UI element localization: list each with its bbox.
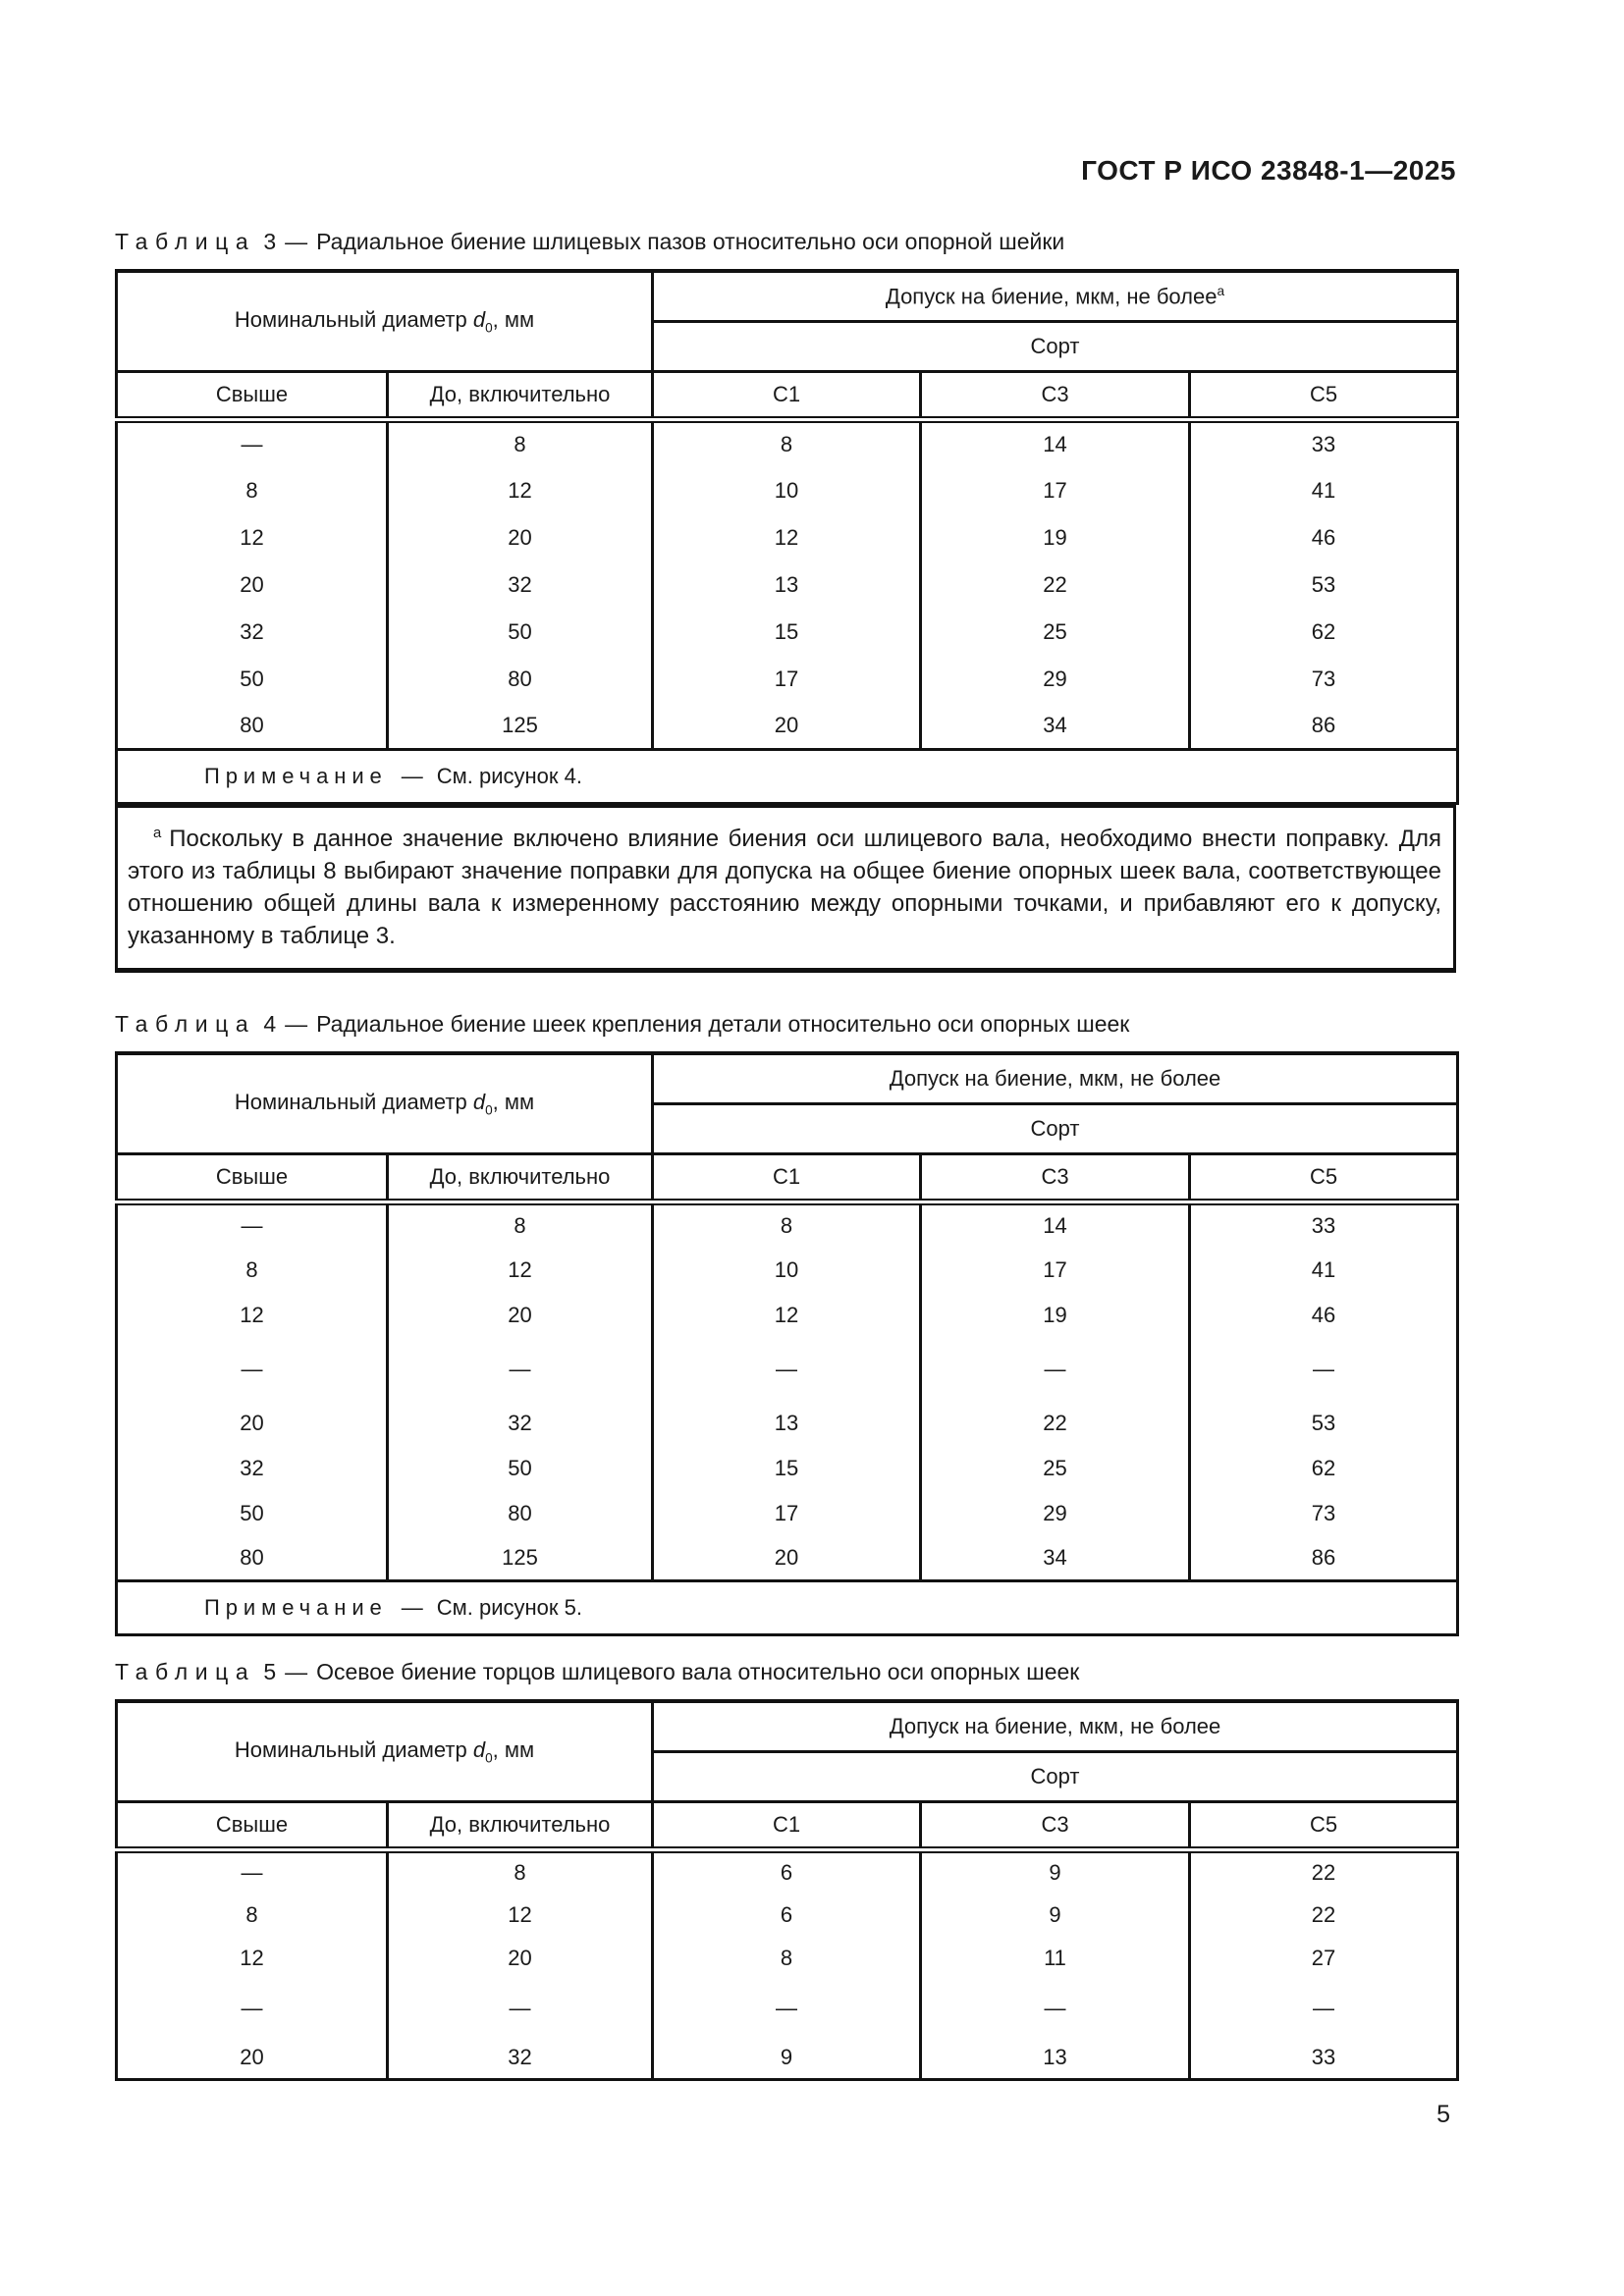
table-cell: 12 bbox=[117, 514, 388, 561]
table-cell: 22 bbox=[921, 1401, 1190, 1446]
note-dash: — bbox=[401, 764, 423, 788]
note-dash: — bbox=[401, 1595, 423, 1620]
table-cell: 46 bbox=[1190, 514, 1458, 561]
table-cell: 53 bbox=[1190, 561, 1458, 609]
table-cell: 62 bbox=[1190, 1446, 1458, 1491]
table-cell: 29 bbox=[921, 656, 1190, 703]
table-4-caption bbox=[115, 1010, 1456, 1038]
table-cell: 17 bbox=[653, 1491, 921, 1536]
table-row bbox=[117, 1202, 1458, 1248]
caption-word: Таблица bbox=[115, 1659, 256, 1684]
caption-title: Радиальное биение шлицевых пазов относительно оси опорной шейки bbox=[316, 229, 1065, 254]
table-cell: 12 bbox=[653, 1293, 921, 1338]
caption-number: 5 bbox=[263, 1659, 277, 1684]
table-cell: 20 bbox=[653, 703, 921, 750]
table-row bbox=[117, 1850, 1458, 1894]
table-cell: 17 bbox=[653, 656, 921, 703]
table-3-body bbox=[117, 420, 1458, 750]
table-cell: 20 bbox=[117, 2037, 388, 2080]
column-header: С1 bbox=[653, 1802, 921, 1850]
column-header: Свыше bbox=[117, 372, 388, 420]
page-number: 5 bbox=[1436, 2101, 1450, 2128]
table-cell: 12 bbox=[117, 1937, 388, 1980]
caption-dash: — bbox=[285, 1011, 308, 1037]
table-row bbox=[117, 467, 1458, 514]
table-cell: 8 bbox=[653, 1937, 921, 1980]
table-row bbox=[117, 561, 1458, 609]
d-subscript: 0 bbox=[485, 320, 493, 336]
caption-number: 3 bbox=[263, 229, 277, 254]
table-cell: 73 bbox=[1190, 1491, 1458, 1536]
d-symbol: d bbox=[472, 1090, 486, 1115]
d-subscript: 0 bbox=[485, 1750, 493, 1766]
table-cell: 53 bbox=[1190, 1401, 1458, 1446]
table-cell: 33 bbox=[1190, 1202, 1458, 1248]
table-cell: 9 bbox=[921, 1894, 1190, 1937]
column-header: С1 bbox=[653, 372, 921, 420]
column-header: До, включительно bbox=[388, 1154, 653, 1202]
table-row bbox=[117, 1401, 1458, 1446]
table-5-caption bbox=[115, 1658, 1456, 1685]
table-cell: 22 bbox=[1190, 1850, 1458, 1894]
table-cell: 6 bbox=[653, 1894, 921, 1937]
table-cell: — bbox=[653, 1980, 921, 2037]
table-cell: 17 bbox=[921, 467, 1190, 514]
table-cell: — bbox=[1190, 1338, 1458, 1401]
caption-word: Таблица bbox=[115, 1011, 256, 1037]
header-row-columns bbox=[117, 1802, 1458, 1850]
table-cell: 80 bbox=[117, 703, 388, 750]
table-cell: 33 bbox=[1190, 2037, 1458, 2080]
table-cell: 32 bbox=[117, 609, 388, 656]
table-row bbox=[117, 1980, 1458, 2037]
table-cell: — bbox=[921, 1338, 1190, 1401]
note-cell bbox=[117, 1581, 1458, 1635]
table-cell: 20 bbox=[388, 1293, 653, 1338]
column-header: До, включительно bbox=[388, 372, 653, 420]
table-cell: 10 bbox=[653, 467, 921, 514]
table-row bbox=[117, 609, 1458, 656]
table-cell: 12 bbox=[117, 1293, 388, 1338]
table-cell: 41 bbox=[1190, 467, 1458, 514]
note-label: Примечание bbox=[204, 1595, 388, 1620]
table-cell: 125 bbox=[388, 703, 653, 750]
header-row-columns bbox=[117, 372, 1458, 420]
table-cell: 32 bbox=[388, 561, 653, 609]
note-row bbox=[117, 750, 1458, 804]
table-cell: — bbox=[921, 1980, 1190, 2037]
table-cell: 12 bbox=[653, 514, 921, 561]
table-row bbox=[117, 1894, 1458, 1937]
table-cell: 20 bbox=[117, 561, 388, 609]
table-cell: 19 bbox=[921, 514, 1190, 561]
table-cell: 41 bbox=[1190, 1248, 1458, 1293]
table-cell: 50 bbox=[388, 609, 653, 656]
unit-suffix: , мм bbox=[492, 1737, 535, 1763]
header-sort: Сорт bbox=[653, 1104, 1458, 1154]
table-cell: 9 bbox=[653, 2037, 921, 2080]
table-cell: 8 bbox=[117, 1894, 388, 1937]
table-cell: 20 bbox=[388, 1937, 653, 1980]
table-cell: 14 bbox=[921, 420, 1190, 467]
table-5-header bbox=[117, 1701, 1458, 1850]
table-cell: 32 bbox=[388, 2037, 653, 2080]
table-cell: 80 bbox=[117, 1536, 388, 1581]
table-cell: 34 bbox=[921, 703, 1190, 750]
table-5 bbox=[115, 1699, 1459, 2081]
table-cell: 10 bbox=[653, 1248, 921, 1293]
column-header: С3 bbox=[921, 1802, 1190, 1850]
table-cell: 14 bbox=[921, 1202, 1190, 1248]
header-tolerance bbox=[653, 271, 1458, 322]
note-label: Примечание bbox=[204, 764, 388, 788]
table-cell: 27 bbox=[1190, 1937, 1458, 1980]
table-cell: 62 bbox=[1190, 609, 1458, 656]
table-cell: 32 bbox=[117, 1446, 388, 1491]
table-cell: — bbox=[388, 1338, 653, 1401]
table-cell: 20 bbox=[117, 1401, 388, 1446]
table-cell: 8 bbox=[117, 467, 388, 514]
footnote-marker: a bbox=[153, 826, 162, 841]
table-cell: 80 bbox=[388, 1491, 653, 1536]
footnote-text: Поскольку в данное значение включено влияние биения оси шлицевого вала, необходимо внести поправку. Для этого из таблицы 8 выбирают значение поправки для допуска на общее биение опорных шеек вала, соответствующее отношению общей длины вала к измеренному расстоянию между опорными точками, и прибавляют его к допуску, указанному в таблице 3. bbox=[128, 826, 1441, 949]
table-3-header bbox=[117, 271, 1458, 420]
note-cell bbox=[117, 750, 1458, 804]
column-header: С5 bbox=[1190, 1802, 1458, 1850]
table-3-foot bbox=[117, 750, 1458, 804]
header-row-groups bbox=[117, 271, 1458, 322]
table-4-header bbox=[117, 1053, 1458, 1202]
nominal-diameter-label: Номинальный диаметр bbox=[234, 307, 473, 333]
unit-suffix: , мм bbox=[492, 1090, 535, 1115]
page-content bbox=[115, 228, 1456, 2129]
header-sort: Сорт bbox=[653, 322, 1458, 372]
table-4-body bbox=[117, 1202, 1458, 1581]
table-cell: 20 bbox=[653, 1536, 921, 1581]
column-header: С5 bbox=[1190, 372, 1458, 420]
table-row bbox=[117, 1293, 1458, 1338]
table-cell: 29 bbox=[921, 1491, 1190, 1536]
nominal-diameter-label: Номинальный диаметр bbox=[234, 1090, 473, 1115]
note-row bbox=[117, 1581, 1458, 1635]
table-5-body bbox=[117, 1850, 1458, 2080]
header-row-groups bbox=[117, 1701, 1458, 1752]
column-header: Свыше bbox=[117, 1802, 388, 1850]
table-cell: 86 bbox=[1190, 1536, 1458, 1581]
header-nominal-diameter bbox=[117, 1701, 653, 1802]
table-row bbox=[117, 656, 1458, 703]
d-symbol: d bbox=[472, 307, 486, 333]
unit-suffix: , мм bbox=[492, 307, 535, 333]
table-cell: — bbox=[117, 1850, 388, 1894]
nominal-diameter-label: Номинальный диаметр bbox=[234, 1737, 473, 1763]
table-cell: 25 bbox=[921, 1446, 1190, 1491]
table-cell: 80 bbox=[388, 656, 653, 703]
table-cell: 13 bbox=[921, 2037, 1190, 2080]
table-cell: 22 bbox=[1190, 1894, 1458, 1937]
table-3-footnote bbox=[115, 805, 1456, 973]
table-cell: — bbox=[388, 1980, 653, 2037]
caption-title: Радиальное биение шеек крепления детали относительно оси опорных шеек bbox=[316, 1011, 1130, 1037]
table-4 bbox=[115, 1051, 1459, 1636]
table-cell: 86 bbox=[1190, 703, 1458, 750]
table-row bbox=[117, 2037, 1458, 2080]
column-header: До, включительно bbox=[388, 1802, 653, 1850]
table-cell: 8 bbox=[117, 1248, 388, 1293]
caption-dash: — bbox=[285, 1659, 308, 1684]
header-tolerance: Допуск на биение, мкм, не более bbox=[653, 1701, 1458, 1752]
footnote-ref-a: a bbox=[1217, 283, 1225, 298]
table-cell: 25 bbox=[921, 609, 1190, 656]
column-header: Свыше bbox=[117, 1154, 388, 1202]
caption-dash: — bbox=[285, 229, 308, 254]
table-row bbox=[117, 1937, 1458, 1980]
table-cell: — bbox=[117, 420, 388, 467]
table-cell: — bbox=[117, 1980, 388, 2037]
table-cell: 6 bbox=[653, 1850, 921, 1894]
table-cell: 13 bbox=[653, 1401, 921, 1446]
table-row bbox=[117, 514, 1458, 561]
table-cell: 15 bbox=[653, 609, 921, 656]
header-row-groups bbox=[117, 1053, 1458, 1104]
column-header: С5 bbox=[1190, 1154, 1458, 1202]
table-cell: 33 bbox=[1190, 420, 1458, 467]
header-nominal-diameter bbox=[117, 271, 653, 372]
table-cell: 12 bbox=[388, 1894, 653, 1937]
table-4-foot bbox=[117, 1581, 1458, 1635]
table-row bbox=[117, 1536, 1458, 1581]
header-tolerance: Допуск на биение, мкм, не более bbox=[653, 1053, 1458, 1104]
table-cell: 20 bbox=[388, 514, 653, 561]
table-cell: 73 bbox=[1190, 656, 1458, 703]
table-cell: 50 bbox=[117, 656, 388, 703]
table-row bbox=[117, 1248, 1458, 1293]
table-cell: 11 bbox=[921, 1937, 1190, 1980]
table-cell: 125 bbox=[388, 1536, 653, 1581]
table-cell: 50 bbox=[388, 1446, 653, 1491]
table-cell: 15 bbox=[653, 1446, 921, 1491]
table-cell: — bbox=[653, 1338, 921, 1401]
column-header: С1 bbox=[653, 1154, 921, 1202]
table-row bbox=[117, 420, 1458, 467]
table-cell: 8 bbox=[388, 420, 653, 467]
table-cell: 22 bbox=[921, 561, 1190, 609]
note-text: См. рисунок 4. bbox=[436, 764, 582, 788]
caption-title: Осевое биение торцов шлицевого вала относительно оси опорных шеек bbox=[316, 1659, 1080, 1684]
d-symbol: d bbox=[472, 1737, 486, 1763]
column-header: С3 bbox=[921, 372, 1190, 420]
table-cell: 12 bbox=[388, 1248, 653, 1293]
note-text: См. рисунок 5. bbox=[436, 1595, 582, 1620]
table-row bbox=[117, 703, 1458, 750]
table-cell: 8 bbox=[388, 1850, 653, 1894]
document-header: ГОСТ Р ИСО 23848-1—2025 bbox=[1081, 155, 1456, 186]
table-row bbox=[117, 1491, 1458, 1536]
caption-word: Таблица bbox=[115, 229, 256, 254]
table-cell: — bbox=[1190, 1980, 1458, 2037]
d-subscript: 0 bbox=[485, 1102, 493, 1118]
header-row-columns bbox=[117, 1154, 1458, 1202]
table-cell: — bbox=[117, 1202, 388, 1248]
caption-number: 4 bbox=[263, 1011, 277, 1037]
table-cell: 9 bbox=[921, 1850, 1190, 1894]
table-3-caption bbox=[115, 228, 1456, 255]
table-cell: 19 bbox=[921, 1293, 1190, 1338]
table-cell: 13 bbox=[653, 561, 921, 609]
table-cell: 46 bbox=[1190, 1293, 1458, 1338]
table-row bbox=[117, 1338, 1458, 1401]
table-cell: 8 bbox=[653, 420, 921, 467]
table-cell: 17 bbox=[921, 1248, 1190, 1293]
table-cell: 8 bbox=[653, 1202, 921, 1248]
header-sort: Сорт bbox=[653, 1752, 1458, 1802]
table-cell: 50 bbox=[117, 1491, 388, 1536]
header-nominal-diameter bbox=[117, 1053, 653, 1154]
table-cell: — bbox=[117, 1338, 388, 1401]
table-cell: 8 bbox=[388, 1202, 653, 1248]
column-header: С3 bbox=[921, 1154, 1190, 1202]
table-cell: 12 bbox=[388, 467, 653, 514]
table-row bbox=[117, 1446, 1458, 1491]
table-3 bbox=[115, 269, 1459, 805]
table-cell: 34 bbox=[921, 1536, 1190, 1581]
table-cell: 32 bbox=[388, 1401, 653, 1446]
tolerance-label: Допуск на биение, мкм, не более bbox=[885, 284, 1218, 309]
